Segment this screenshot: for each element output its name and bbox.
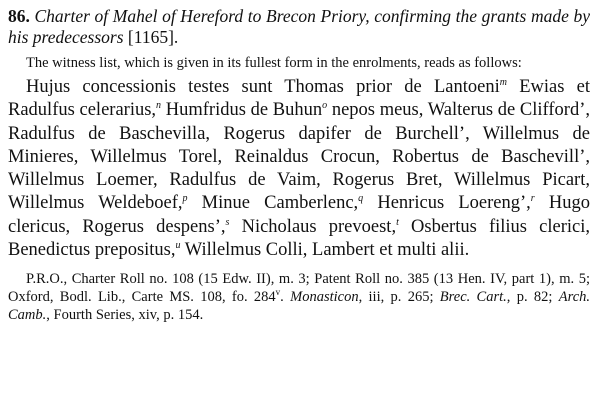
refs-part2: , iii, p. 265;	[358, 288, 440, 305]
latin-segment: Willelmus Colli, Lambert et multi alii.	[180, 240, 470, 261]
footnote-mark: m	[499, 77, 507, 88]
entry-heading	[8, 6, 590, 48]
refs-brec-cart: Brec. Cart.	[439, 288, 507, 305]
latin-segment: Osbertus filius clerici, Benedictus prepositus,	[8, 216, 591, 261]
intro-paragraph: The witness list, which is given in its fullest form in the enrolments, reads as follows:	[26, 55, 522, 71]
entry-title: Charter of Mahel of Hereford to Brecon Priory, confirming the grants made by his predecessors	[8, 6, 590, 47]
footnote-mark: u	[175, 240, 181, 252]
witness-list-latin	[8, 76, 590, 262]
footnote-mark: s	[225, 216, 230, 228]
latin-segment: Hugo clericus, Rogerus despens’,	[8, 193, 590, 237]
footnote-mark: v	[275, 286, 281, 297]
entry-end-punct: .	[173, 27, 179, 47]
entry-number: 86.	[8, 6, 30, 26]
refs-part1: P.R.O., Charter Roll no. 108 (15 Edw. II), m. 3; Patent Roll no. 385 (13 Hen. IV, part 1), m. 5; Oxford, Bodl. Lib., Carte MS. 108, fo. 284	[8, 271, 590, 305]
footnote-mark: o	[322, 100, 328, 112]
latin-segment: Henricus Loereng’,	[363, 193, 531, 214]
footnote-mark: q	[358, 193, 364, 205]
latin-segment: Humfridus de Buhun	[161, 100, 323, 121]
references-paragraph	[8, 271, 590, 324]
document-page	[8, 6, 590, 324]
footnote-mark: t	[396, 216, 399, 228]
latin-segment: nepos meus, Walterus de Clifford’, Radulfus de Baschevilla, Rogerus dapifer de Burchell’, Willelmus de Minieres, Willelmus Torel, Reinaldus Crocun, Robertus de Baschevill’, Willelmus Loemer, Radulfus de Vaim, Rogerus Bret, Willelmus Picart, Willelmus Weldeboef,	[8, 100, 590, 214]
entry-date: [1165]	[127, 27, 174, 47]
footnote-mark: p	[182, 193, 188, 205]
latin-segment: Minue Camberlenc,	[187, 193, 359, 214]
refs-monasticon: Monasticon	[290, 288, 359, 305]
refs-arch-camb: Arch. Camb.	[8, 288, 591, 323]
refs-part4: , Fourth Series, xiv, p. 154.	[46, 306, 204, 323]
footnote-mark: n	[156, 100, 162, 112]
latin-segment: Ewias et Radulfus celerarius,	[8, 77, 590, 121]
refs-part3: , p. 82;	[506, 288, 559, 305]
refs-part1-end: .	[280, 288, 284, 305]
latin-segment: Hujus concessionis testes sunt Thomas prior de Lantoeni	[26, 77, 500, 97]
footnote-mark: r	[530, 193, 535, 205]
latin-segment: Nicholaus prevoest,	[229, 216, 397, 237]
